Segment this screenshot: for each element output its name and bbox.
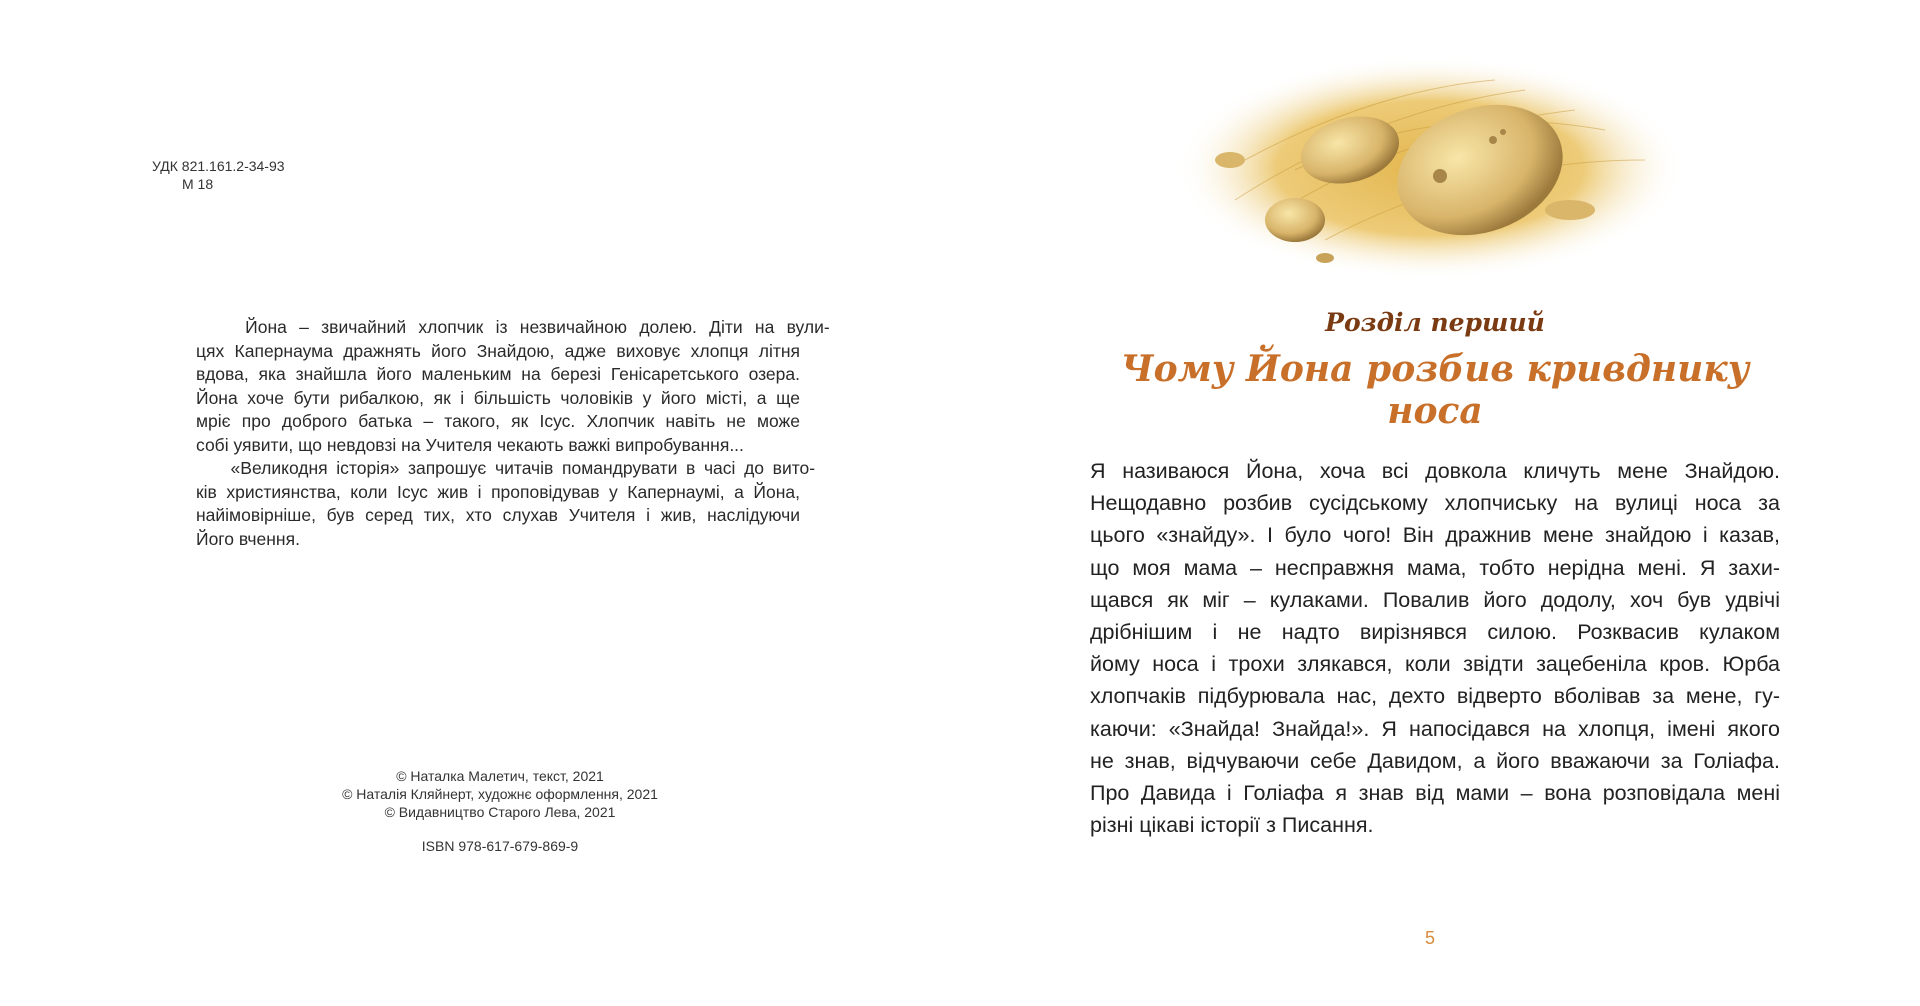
text-line-content: цях Капернаума дражнять його Знайдою, адже виховує хлопця літня bbox=[196, 340, 800, 361]
text-line-content: каючи: «Знайда! Знайда!». Я напосідався на хлопця, імені якого bbox=[1090, 716, 1780, 741]
text-line-content: мріє про доброго батька – такого, як Ісус. Хлопчик навіть не може bbox=[196, 411, 800, 431]
text-line-content: дрібнішим і не надто вирізнявся силою. Розквасив кулаком bbox=[1090, 620, 1780, 645]
text-line-content: хлопчаків підбурювала нас, дехто відверто вболівав за мене, гу- bbox=[1090, 684, 1780, 709]
text-line-content: Йона – звичайний хлопчик із незвичайною долею. Діти на вули- bbox=[196, 317, 830, 337]
text-line-content: Я називаюся Йона, хоча всі довкола кличуть мене Знайдою. bbox=[1090, 459, 1780, 483]
text-line-content: не знав, відчуваючи себе Давидом, а його вважаючи за Голіафа. bbox=[1090, 748, 1780, 773]
text-line bbox=[1090, 455, 1780, 487]
text-line bbox=[1090, 713, 1780, 745]
text-line bbox=[1090, 584, 1780, 616]
text-line bbox=[196, 316, 830, 340]
text-line-content: вдова, яка знайшла його маленьким на березі Генісаретського озера. bbox=[196, 364, 800, 384]
text-line-content: різні цікаві історії з Писання. bbox=[1090, 813, 1374, 838]
text-line-content: ків християнства, коли Ісус жив і проповідував у Капернаумі, а Йона, bbox=[196, 481, 800, 502]
text-line bbox=[196, 363, 800, 387]
text-line bbox=[1090, 648, 1780, 680]
text-line bbox=[196, 528, 800, 552]
copyright-line: © Видавництво Старого Лева, 2021 bbox=[384, 804, 616, 820]
copyright-block bbox=[300, 767, 700, 855]
text-line-content: йому носа і трохи злякався, коли звідти зацебеніла кров. Юрба bbox=[1090, 652, 1780, 677]
text-line bbox=[196, 387, 800, 411]
text-line bbox=[1090, 519, 1780, 551]
text-line bbox=[1090, 616, 1780, 648]
text-line bbox=[1090, 487, 1780, 519]
text-line bbox=[1090, 777, 1780, 809]
isbn: ISBN 978-617-679-869-9 bbox=[421, 838, 579, 854]
text-line-content: найімовірніше, був серед тих, хто слухав Учителя і жив, наслідуючи bbox=[196, 505, 800, 525]
text-line-content: Йона хоче бути рибалкою, як і більшість чоловіків у його місті, а ще bbox=[196, 387, 800, 408]
text-line bbox=[196, 340, 800, 364]
text-line bbox=[1090, 552, 1780, 584]
text-line bbox=[196, 481, 800, 505]
chapter-title: Чому Йона розбив кривднику носа bbox=[1120, 348, 1750, 432]
text-line-content: «Великодня історія» запрошує читачів помандрувати в часі до вито- bbox=[196, 458, 816, 478]
copyright-line: © Наталія Кляйнерт, художнє оформлення, 2021 bbox=[342, 786, 658, 802]
text-line bbox=[196, 457, 816, 481]
text-line-content: що моя мама – несправжня мама, тобто нерідна мені. Я захи- bbox=[1090, 555, 1780, 580]
page-number: 5 bbox=[1425, 928, 1436, 948]
chapter-label: Розділ перший bbox=[1325, 308, 1545, 337]
text-line bbox=[1090, 680, 1780, 712]
text-line-content: щався як міг – кулаками. Повалив його додолу, хоч був удвічі bbox=[1090, 587, 1780, 612]
udk-block bbox=[152, 157, 285, 193]
udk-code: УДК 821.161.2-34-93 bbox=[152, 158, 285, 174]
chapter-text bbox=[1090, 455, 1780, 841]
text-line bbox=[196, 504, 800, 528]
text-line-content: цього «знайду». І було чого! Він дражнив мене знайдою і казав, bbox=[1090, 523, 1780, 548]
text-line bbox=[1090, 745, 1780, 777]
copyright-line: © Наталка Малетич, текст, 2021 bbox=[396, 768, 604, 784]
stones-in-grass-illustration bbox=[1175, 50, 1685, 280]
text-line bbox=[1090, 809, 1780, 841]
text-line-content: Його вчення. bbox=[196, 528, 300, 549]
text-line-content: Про Давида і Голіафа я знав від мами – вона розповідала мені bbox=[1090, 781, 1780, 806]
text-line bbox=[196, 410, 800, 434]
book-annotation bbox=[196, 316, 830, 551]
text-line-content: собі уявити, що невдовзі на Учителя чекають важкі випробування... bbox=[196, 434, 744, 455]
text-line bbox=[196, 434, 800, 458]
text-line-content: Нещодавно розбив сусідському хлопчиську на вулиці носа за bbox=[1090, 491, 1780, 516]
author-mark: М 18 bbox=[182, 176, 214, 192]
